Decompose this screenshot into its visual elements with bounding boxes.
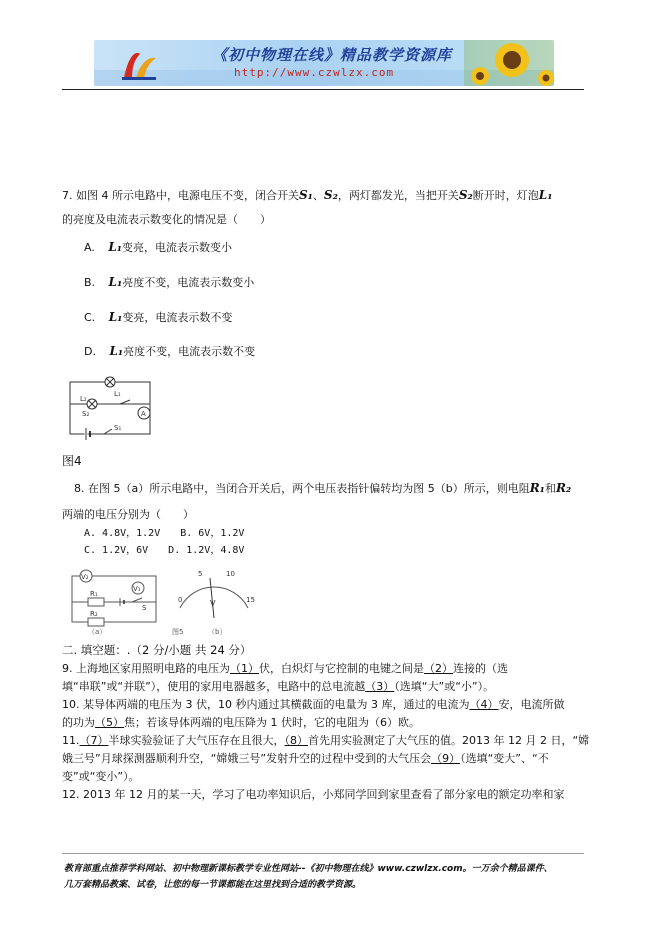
blank-4: （4） bbox=[469, 698, 499, 711]
var-s2b: S₂ bbox=[458, 188, 473, 202]
banner-title: 《初中物理在线》精品教学资源库 bbox=[212, 46, 453, 64]
q7-text-3: 断开时，灯泡 bbox=[472, 189, 539, 202]
q11-line2 bbox=[62, 751, 549, 766]
fig5-label-r1: R₁ bbox=[90, 590, 98, 598]
blank-5: （5） bbox=[95, 716, 124, 729]
fig5-label-b: （b） bbox=[208, 628, 227, 636]
footer-rule bbox=[62, 853, 584, 854]
fig5-meter-label: V bbox=[210, 599, 216, 608]
option-letter: B. bbox=[84, 276, 96, 289]
q9-text-a: 9. 上海地区家用照明电路的电压为 bbox=[62, 662, 230, 675]
blank-3: （3） bbox=[365, 680, 395, 693]
q11-line1 bbox=[62, 733, 589, 748]
q10-line1 bbox=[62, 697, 564, 712]
footer-line2: 几万套精品教案、试卷，让您的每一节课都能在这里找到合适的教学资源。 bbox=[64, 880, 362, 890]
q7-option-b bbox=[84, 275, 254, 290]
fig5-label-fig: 图5 bbox=[172, 628, 184, 636]
figure4-caption: 图4 bbox=[62, 454, 82, 468]
option-text: 变亮，电流表示数变小 bbox=[122, 241, 233, 254]
blank-2: （2） bbox=[424, 662, 453, 675]
q7-text-1: 7. 如图 4 所示电路中，电源电压不变，闭合开关 bbox=[62, 189, 299, 202]
footer-line1: 教育部重点推荐学科网站、初中物理新课标教学专业性网站--《初中物理在线》www.czwlzx.com。一万余个精品课件、 bbox=[64, 864, 553, 874]
fig5-tick-15: 15 bbox=[246, 596, 255, 604]
q11-line3: 变”或“变小”）。 bbox=[62, 770, 140, 783]
q10-line2 bbox=[62, 715, 420, 730]
var-l1: L₁ bbox=[538, 188, 553, 202]
q7-text-2: ，两灯都发光，当把开关 bbox=[337, 189, 459, 202]
q7-stem-line2: 的亮度及电流表示数变化的情况是（ ） bbox=[62, 213, 271, 226]
fig5-label-s: S bbox=[142, 604, 147, 612]
q9-line2 bbox=[62, 679, 494, 694]
option-letter: D. bbox=[84, 345, 96, 358]
q9-text-c: 伏，白炽灯与它控制的电键之间是 bbox=[259, 662, 424, 675]
option-text: 变亮，电流表示数不变 bbox=[122, 311, 233, 324]
blank-9: （9） bbox=[431, 752, 461, 765]
figure5-diagram bbox=[66, 562, 266, 638]
q8-options-row1: A. 4.8V，1.2V B. 6V，1.2V bbox=[84, 528, 245, 539]
var-s2: S₂ bbox=[323, 188, 338, 202]
option-text: 亮度不变，电流表示数变小 bbox=[122, 276, 255, 289]
option-var: L₁ bbox=[108, 275, 123, 289]
q11-text-2a: 娥三号”月球探测器顺利升空，“嫦娥三号”发射升空的过程中受到的大气压会 bbox=[62, 752, 432, 765]
q8-stem-line1 bbox=[74, 481, 571, 496]
q9-text-2c: （选填“大”或“小”）。 bbox=[394, 680, 495, 693]
q7-stem-line1 bbox=[62, 188, 552, 203]
fig5-meter-needle bbox=[210, 578, 214, 618]
q11-text-2c: （选填“变大”、“不 bbox=[460, 752, 549, 765]
q12-line1: 12. 2013 年 12 月的某一天，学习了电功率知识后，小郑同学回到家里查看了部分家电的额定功率和家 bbox=[62, 788, 565, 801]
figure4-circuit-diagram bbox=[64, 372, 164, 440]
blank-7: （7） bbox=[79, 734, 109, 747]
q10-text-a: 10. 某导体两端的电压为 3 伏，10 秒内通过其横截面的电量为 3 库，通过的电流为 bbox=[62, 698, 470, 711]
fig5-tick-0: 0 bbox=[178, 596, 183, 604]
fig4-label-s1: S₁ bbox=[114, 424, 122, 432]
fig4-label-ammeter: A bbox=[141, 410, 146, 418]
option-letter: C. bbox=[84, 311, 96, 324]
q9-text-e: 连接的（选 bbox=[453, 662, 508, 675]
header-rule bbox=[62, 89, 584, 90]
q10-text-c: 安，电流所做 bbox=[498, 698, 565, 711]
blank-8: （8） bbox=[284, 734, 308, 747]
option-var: L₁ bbox=[109, 344, 124, 358]
section2-heading: 二. 填空题：.（2 分/小题 共 24 分） bbox=[62, 643, 252, 657]
q7-option-d bbox=[84, 344, 255, 359]
var-s1: S₁ bbox=[298, 188, 313, 202]
blank-1: （1） bbox=[230, 662, 259, 675]
q10-text-2a: 的功为 bbox=[62, 716, 95, 729]
q11-text-e: 首先用实验测定了大气压的值。2013 年 12 月 2 日，“嫦 bbox=[308, 734, 590, 747]
q7-option-c bbox=[84, 310, 232, 325]
fig5-label-v1: V₁ bbox=[133, 585, 141, 593]
q10-text-2c: 焦；若该导体两端的电压降为 1 伏时，它的电阻为（6）欧。 bbox=[124, 716, 420, 729]
option-text: 亮度不变，电流表示数不变 bbox=[123, 345, 256, 358]
q7-option-a bbox=[84, 240, 232, 255]
q11-text-a: 11. bbox=[62, 734, 80, 747]
var-r1: R₁ bbox=[529, 481, 545, 495]
fig5-label-r2: R₂ bbox=[90, 610, 98, 618]
fig5-tick-5: 5 bbox=[198, 570, 203, 578]
sunflower-icon bbox=[464, 40, 554, 86]
q7-sep: 、 bbox=[312, 189, 324, 202]
q8-text-1: 8. 在图 5（a）所示电路中，当闭合开关后，两个电压表指针偏转均为图 5（b）所示，则电阻 bbox=[74, 482, 530, 495]
var-r2: R₂ bbox=[555, 481, 572, 495]
q9-text-2a: 填“串联”或“并联”），使用的家用电器越多，电路中的总电流越 bbox=[62, 680, 366, 693]
fig5-label-v2: V₂ bbox=[81, 573, 89, 581]
fig4-label-s2: S₂ bbox=[82, 410, 90, 418]
q8-stem-line2: 两端的电压分别为（ ） bbox=[62, 508, 194, 521]
fig5-label-a: （a） bbox=[88, 628, 107, 636]
fig4-label-l2: L₂ bbox=[80, 395, 87, 403]
q8-and: 和 bbox=[544, 482, 556, 495]
fig5-tick-10: 10 bbox=[226, 570, 235, 578]
banner-url[interactable]: http://www.czwlzx.com bbox=[234, 66, 395, 79]
q11-text-c: 半球实验验证了大气压存在且很大， bbox=[108, 734, 285, 747]
option-var: L₁ bbox=[108, 310, 123, 324]
option-letter: A. bbox=[84, 241, 95, 254]
header-banner bbox=[94, 40, 554, 86]
q8-options-row2: C. 1.2V，6V D. 1.2V，4.8V bbox=[84, 545, 245, 556]
option-var: L₁ bbox=[108, 240, 123, 254]
q9-line1 bbox=[62, 661, 508, 676]
site-logo-icon bbox=[120, 46, 160, 82]
fig4-label-l1: L₁ bbox=[114, 390, 121, 398]
